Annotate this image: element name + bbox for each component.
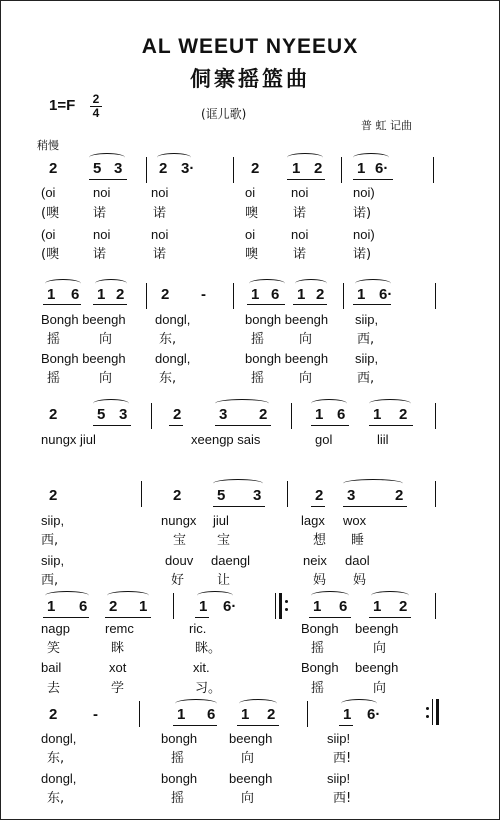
note: 1 <box>343 706 352 723</box>
lyric: beengh <box>229 771 273 786</box>
lyric: 让 <box>217 573 231 588</box>
beam-line <box>43 304 81 305</box>
barline <box>233 157 234 183</box>
lyric: ric. <box>189 621 207 636</box>
note: 2 <box>259 406 268 423</box>
lyric: siip, <box>41 513 65 528</box>
lyric: siip, <box>355 351 379 366</box>
note: 3 <box>114 160 123 177</box>
note: 2 <box>109 598 118 615</box>
lyric: Bongh <box>301 660 339 675</box>
lyric: 好 <box>171 573 185 588</box>
beam-line <box>247 304 285 305</box>
note: 3· <box>181 160 195 177</box>
lyric: 摇 <box>251 371 265 386</box>
key-signature: 1=F <box>49 97 76 114</box>
lyric: jiul <box>213 513 229 528</box>
slur <box>107 591 149 600</box>
note: 2 <box>395 487 404 504</box>
beam-line <box>215 425 271 426</box>
lyric: 向 <box>373 681 387 696</box>
beam-line <box>43 617 89 618</box>
beam-line <box>353 179 393 180</box>
note: 2 <box>316 286 325 303</box>
barline <box>307 701 308 727</box>
lyric: 摇 <box>311 641 325 656</box>
slur <box>213 479 263 488</box>
lyric: remc <box>105 621 134 636</box>
lyric: 诺 <box>293 247 307 262</box>
lyric: 宝 <box>173 533 187 548</box>
beam-line <box>353 304 391 305</box>
repeat-dot <box>285 600 288 603</box>
note: 2 <box>49 706 58 723</box>
beam-line <box>369 425 413 426</box>
beam-line <box>195 617 209 618</box>
lyric: (oi <box>41 185 56 200</box>
repeat-dot <box>285 608 288 611</box>
lyric: bongh <box>161 771 198 786</box>
beam-line <box>343 506 407 507</box>
lyric: 摇 <box>171 751 185 766</box>
note: 2 <box>399 406 408 423</box>
note: 5 <box>93 160 102 177</box>
barline <box>291 403 292 429</box>
beam-line <box>311 506 325 507</box>
lyric: 睡 <box>351 533 365 548</box>
lyric: beengh <box>229 731 273 746</box>
beam-line <box>309 617 351 618</box>
lyric: douv <box>165 553 194 568</box>
note: 2 <box>251 160 260 177</box>
lyric: 东, <box>159 371 177 386</box>
repeat-barline-thick <box>436 699 439 725</box>
beam-line <box>93 304 127 305</box>
note: 3 <box>119 406 128 423</box>
slur <box>311 591 349 600</box>
note: 1 <box>373 406 382 423</box>
time-top: 2 <box>92 92 100 106</box>
lyric: noi) <box>353 185 375 200</box>
barline <box>341 157 342 183</box>
lyric: siip, <box>41 553 65 568</box>
note: 1 <box>357 286 366 303</box>
note: 3 <box>219 406 228 423</box>
lyric: dongl, <box>41 731 77 746</box>
slur <box>197 591 233 600</box>
lyric: bail <box>41 660 62 675</box>
lyric: daol <box>345 553 370 568</box>
lyric: dongl, <box>41 771 77 786</box>
lyric: siip! <box>327 771 351 786</box>
barline <box>173 593 174 619</box>
barline <box>146 283 147 309</box>
note: 1 <box>97 286 106 303</box>
lyric: 诺 <box>93 247 107 262</box>
note: 1 <box>199 598 208 615</box>
lyric: noi) <box>353 227 375 242</box>
note: 6· <box>375 160 389 177</box>
lyric: dongl, <box>155 351 191 366</box>
note: 2 <box>399 598 408 615</box>
lyric: noi <box>291 185 309 200</box>
repeat-dot <box>426 707 429 710</box>
barline <box>233 283 234 309</box>
slur <box>93 399 129 408</box>
barline <box>151 403 152 429</box>
slur <box>287 153 323 162</box>
barline <box>139 701 140 727</box>
note: 2 <box>314 160 323 177</box>
lyric: 噢 <box>245 206 259 221</box>
lyric: xot <box>109 660 127 675</box>
note: 1 <box>251 286 260 303</box>
lyric: 诺 <box>153 247 167 262</box>
note: - <box>201 286 206 303</box>
slur <box>353 153 389 162</box>
note: 2 <box>267 706 276 723</box>
lyric: noi <box>291 227 309 242</box>
lyric: 眯。 <box>195 641 222 656</box>
lyric: (oi <box>41 227 56 242</box>
barline <box>287 481 288 507</box>
lyric: nagp <box>41 621 70 636</box>
note: 1 <box>177 706 186 723</box>
note: 1 <box>292 160 301 177</box>
repeat-barline-thin <box>275 593 276 619</box>
lyric: 东, <box>47 751 65 766</box>
lyric: nungx jiul <box>41 432 96 447</box>
note: 1 <box>373 598 382 615</box>
repeat-barline-thin <box>432 699 433 725</box>
lyric: 妈 <box>353 573 367 588</box>
tempo-marking: 稍慢 <box>37 139 59 152</box>
lyric: beengh <box>355 621 399 636</box>
note: 1 <box>313 598 322 615</box>
repeat-dot <box>426 715 429 718</box>
lyric: 妈 <box>313 573 327 588</box>
beam-line <box>173 725 217 726</box>
slur <box>95 279 127 288</box>
note: 6 <box>339 598 348 615</box>
note: 1 <box>47 598 56 615</box>
note: 2 <box>315 487 324 504</box>
note: 3 <box>253 487 262 504</box>
lyric: 向 <box>299 332 313 347</box>
lyric: 摇 <box>311 681 325 696</box>
lyric: oi <box>245 185 256 200</box>
lyric: 向 <box>241 751 255 766</box>
note: 6 <box>271 286 280 303</box>
lyric: 西, <box>357 332 375 347</box>
lyric: 噢 <box>245 247 259 262</box>
note: 1 <box>297 286 306 303</box>
note: 5 <box>217 487 226 504</box>
lyric: 向 <box>241 791 255 806</box>
lyric: wox <box>343 513 367 528</box>
lyric: 向 <box>373 641 387 656</box>
lyric: 去 <box>47 681 61 696</box>
beam-line <box>93 425 131 426</box>
lyric: siip! <box>327 731 351 746</box>
beam-line <box>311 425 349 426</box>
beam-line <box>339 725 353 726</box>
lyric: nungx <box>161 513 197 528</box>
lyric: noi <box>93 227 111 242</box>
lyric: liil <box>377 432 389 447</box>
lyric: 诺) <box>353 247 372 262</box>
note: 2 <box>116 286 125 303</box>
slur <box>239 699 277 708</box>
lyric: noi <box>151 227 169 242</box>
lyric: Bongh beengh <box>41 351 126 366</box>
lyric: 诺 <box>93 206 107 221</box>
note: 6 <box>71 286 80 303</box>
note: 1 <box>139 598 148 615</box>
slur <box>355 279 391 288</box>
note: 2 <box>159 160 168 177</box>
beam-line <box>293 304 327 305</box>
barline <box>343 283 344 309</box>
slur <box>45 279 81 288</box>
beam-line <box>169 425 183 426</box>
lyric: 学 <box>111 681 125 696</box>
lyric: bongh beengh <box>245 312 329 327</box>
note: 1 <box>47 286 56 303</box>
lyric: Bongh beengh <box>41 312 126 327</box>
note: 1 <box>357 160 366 177</box>
barline <box>435 481 436 507</box>
lyric: bongh <box>161 731 198 746</box>
lyric: neix <box>303 553 327 568</box>
beam-line <box>369 617 411 618</box>
slur <box>175 699 217 708</box>
lyric: oi <box>245 227 256 242</box>
time-bottom: 4 <box>92 106 100 120</box>
lyric: 西, <box>41 573 59 588</box>
time-signature <box>89 93 103 120</box>
note: 2 <box>49 487 58 504</box>
lyric: 摇 <box>171 791 185 806</box>
barline <box>433 157 434 183</box>
lyric: (噢 <box>41 206 60 221</box>
lyric: 诺 <box>293 206 307 221</box>
lyric: 笑 <box>47 641 61 656</box>
note: 3 <box>347 487 356 504</box>
barline <box>435 403 436 429</box>
note: 2 <box>49 160 58 177</box>
note: 2 <box>49 406 58 423</box>
slur <box>89 153 125 162</box>
barline <box>435 283 436 309</box>
lyric: lagx <box>301 513 325 528</box>
lyric: 摇 <box>47 371 61 386</box>
note: 6· <box>223 598 237 615</box>
barline <box>435 593 436 619</box>
note: 6· <box>379 286 393 303</box>
lyric: noi <box>93 185 111 200</box>
note: 1 <box>315 406 324 423</box>
lyric: 习。 <box>195 681 222 696</box>
lyric: 向 <box>99 332 113 347</box>
lyric: xit. <box>193 660 210 675</box>
lyric: 西! <box>333 791 352 806</box>
note: - <box>93 706 98 723</box>
repeat-barline-thick <box>279 593 282 619</box>
note: 6· <box>367 706 381 723</box>
lyric: Bongh <box>301 621 339 636</box>
lyric: 摇 <box>251 332 265 347</box>
slur <box>295 279 327 288</box>
note: 2 <box>173 487 182 504</box>
lyric: 西, <box>41 533 59 548</box>
beam-line <box>89 179 127 180</box>
slur <box>343 479 403 488</box>
note: 2 <box>173 406 182 423</box>
slur <box>311 399 347 408</box>
lyric: gol <box>315 432 333 447</box>
lyric: 摇 <box>47 332 61 347</box>
note: 6 <box>79 598 88 615</box>
lyric: (噢 <box>41 247 60 262</box>
barline <box>141 481 142 507</box>
barline <box>146 157 147 183</box>
note: 2 <box>161 286 170 303</box>
beam-line <box>213 506 265 507</box>
lyric: 诺) <box>353 206 372 221</box>
lyric: beengh <box>355 660 399 675</box>
note: 6 <box>207 706 216 723</box>
credit: 普 虹 记曲 <box>361 119 412 132</box>
beam-line <box>237 725 279 726</box>
lyric: siip, <box>355 312 379 327</box>
lyric: 想 <box>313 533 327 548</box>
slur <box>341 699 377 708</box>
beam-line <box>105 617 151 618</box>
note: 1 <box>241 706 250 723</box>
slur <box>369 399 411 408</box>
lyric: 东, <box>47 791 65 806</box>
title-chinese: 侗寨摇篮曲 <box>190 67 310 91</box>
slur <box>45 591 89 600</box>
title-latin: AL WEEUT NYEEUX <box>141 35 359 58</box>
lyric: bongh beengh <box>245 351 329 366</box>
lyric: daengl <box>211 553 251 568</box>
lyric: 宝 <box>217 533 231 548</box>
beam-line <box>287 179 325 180</box>
lyric: xeengp sais <box>191 432 261 447</box>
lyric: 东, <box>159 332 177 347</box>
lyric: 向 <box>99 371 113 386</box>
note: 6 <box>337 406 346 423</box>
lyric: 向 <box>299 371 313 386</box>
lyric: 诺 <box>153 206 167 221</box>
subtitle: (诓儿歌) <box>201 107 247 121</box>
slur <box>215 399 269 408</box>
slur <box>249 279 285 288</box>
lyric: 眯 <box>111 641 125 656</box>
lyric: noi <box>151 185 169 200</box>
lyric: 西, <box>357 371 375 386</box>
lyric: dongl, <box>155 312 191 327</box>
note: 5 <box>97 406 106 423</box>
slur <box>157 153 191 162</box>
slur <box>371 591 409 600</box>
lyric: 西! <box>333 751 352 766</box>
